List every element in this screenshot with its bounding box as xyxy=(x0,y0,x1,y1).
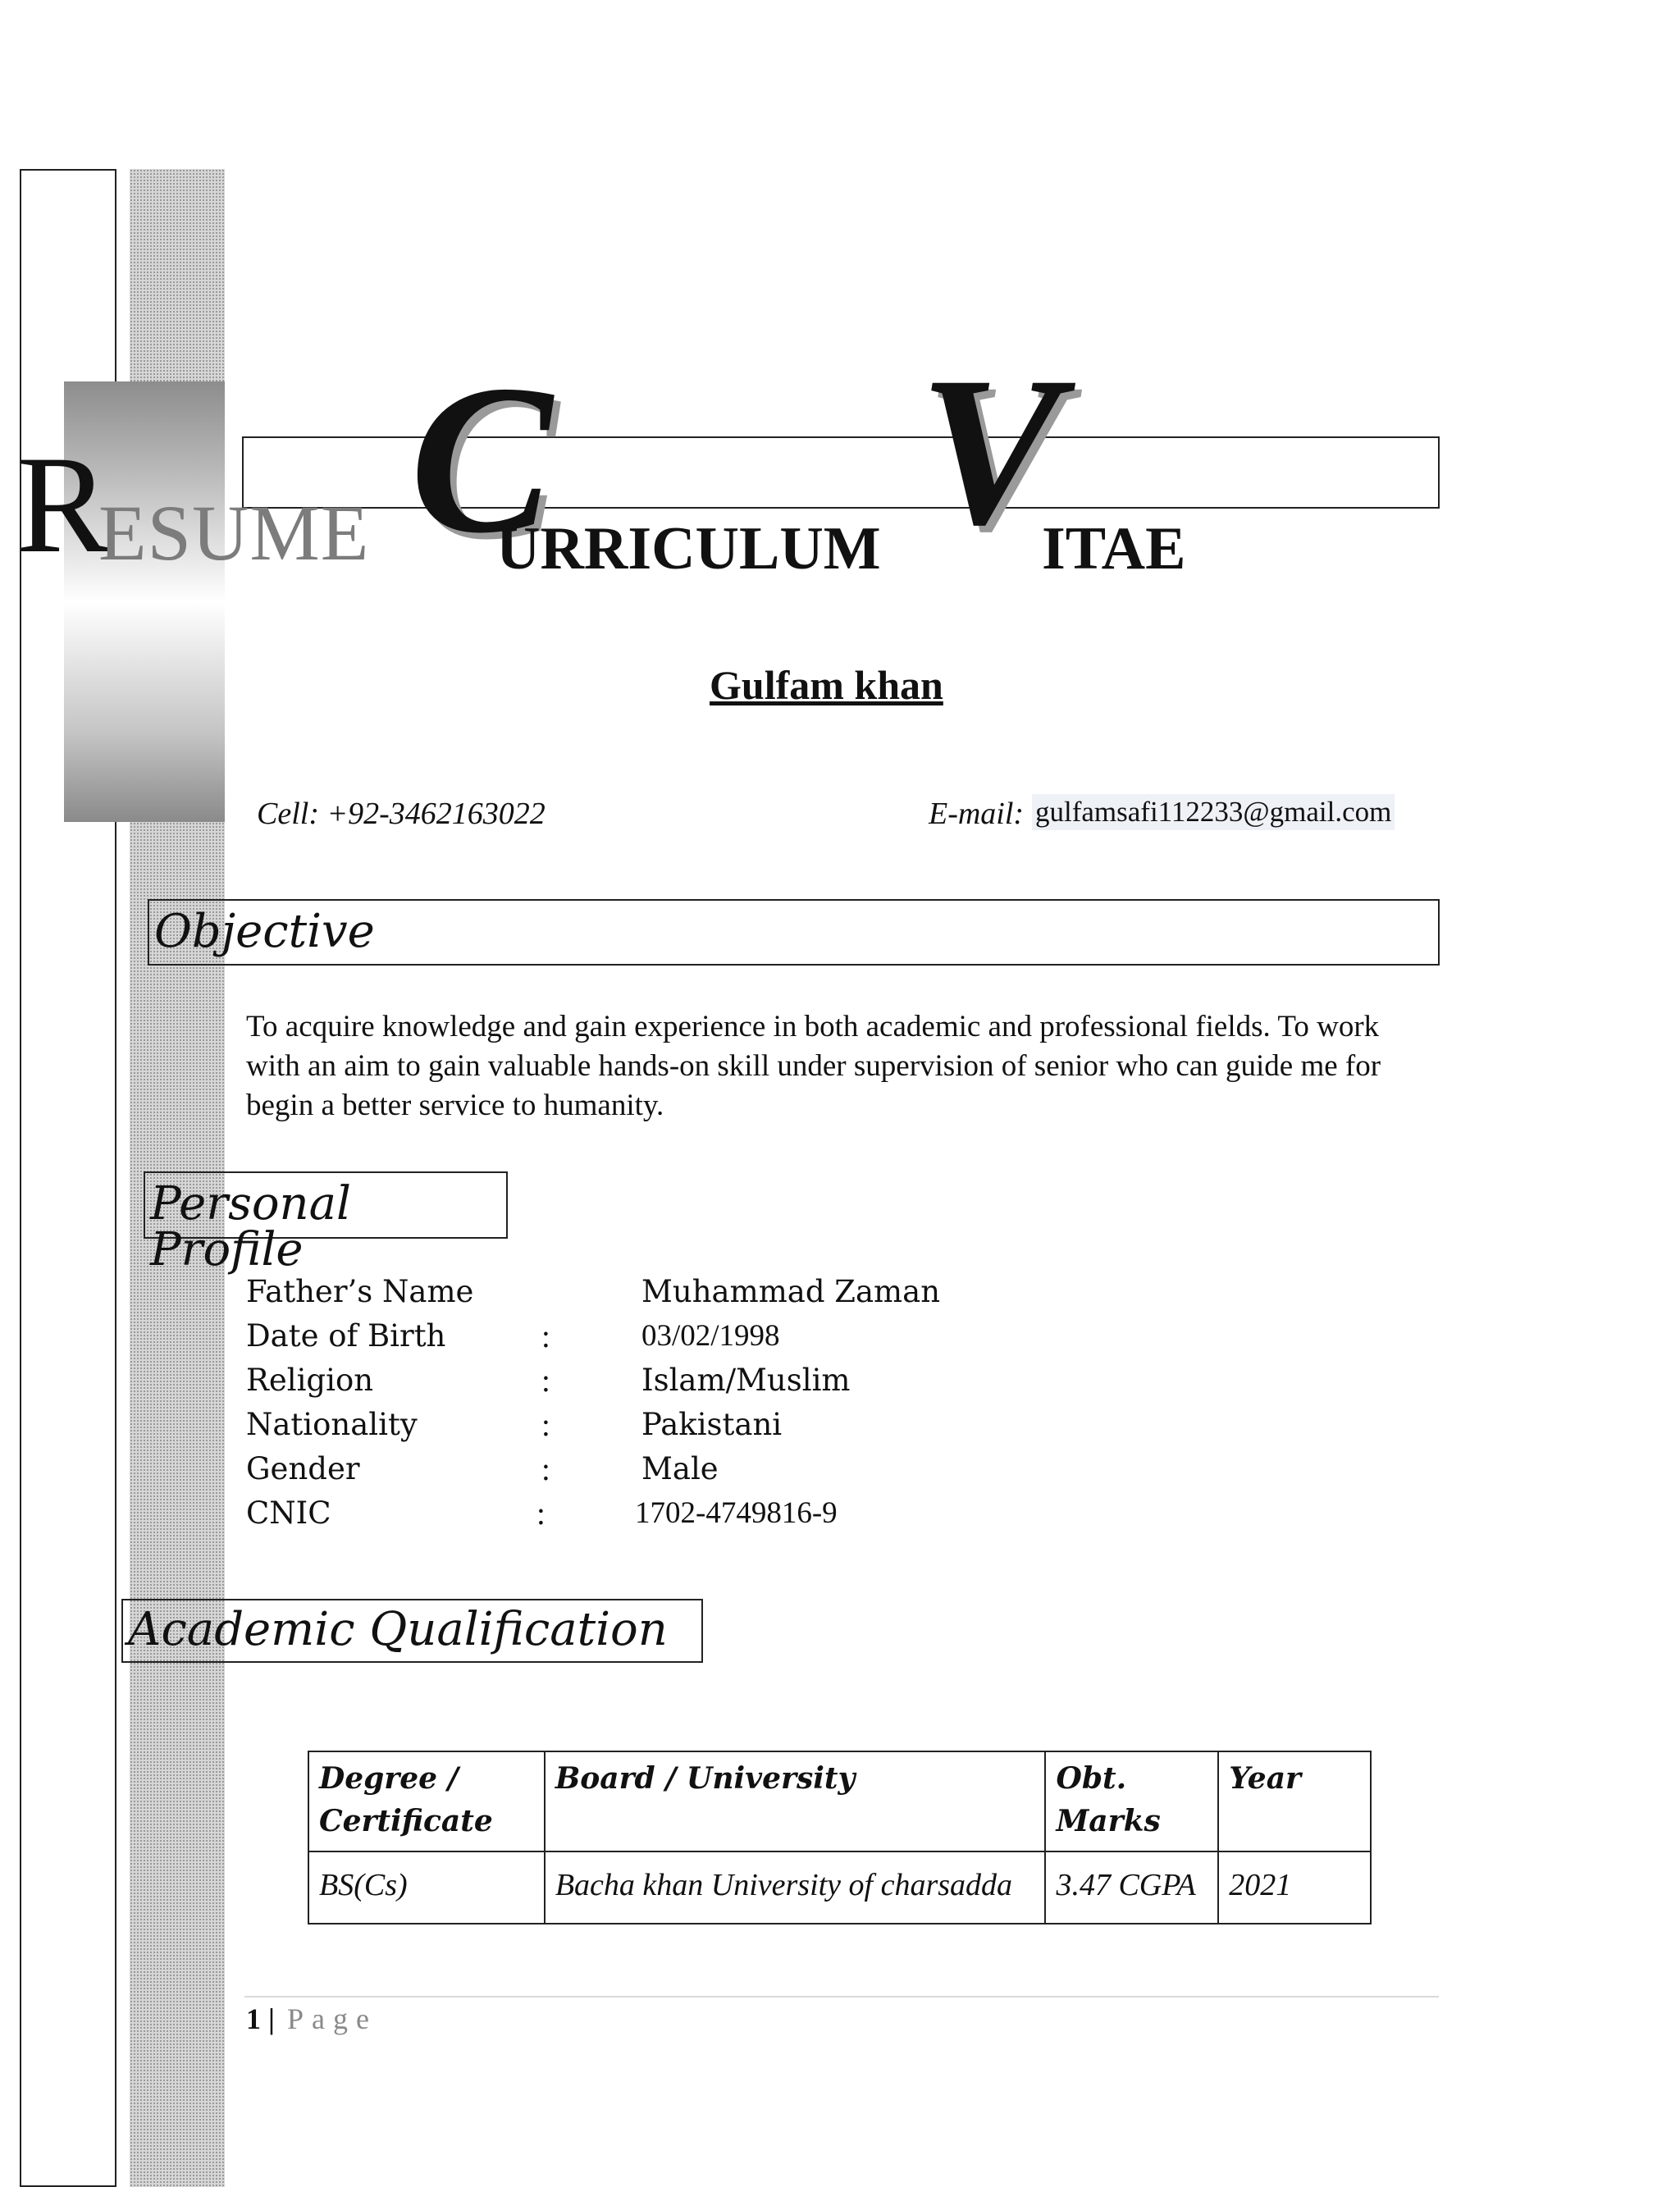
profile-value: Male xyxy=(641,1451,719,1486)
candidate-name: Gulfam khan xyxy=(710,662,943,708)
table-header-row xyxy=(308,1751,1371,1851)
section-heading-objective: Objective xyxy=(148,899,1440,966)
footer-divider xyxy=(244,1996,1439,1998)
section-heading-academic-qualification: Academic Qualification xyxy=(121,1599,703,1663)
page-footer xyxy=(246,2002,377,2036)
profile-value: 1702-4749816-9 xyxy=(635,1496,838,1530)
profile-label: CNIC xyxy=(246,1495,331,1531)
cv-word-urriculum: URRICULUM xyxy=(496,515,881,582)
footer-separator: | xyxy=(268,2002,275,2035)
profile-label: Nationality xyxy=(246,1407,418,1442)
profile-colon: : xyxy=(541,1408,550,1443)
table-header-cell: Degree / Certificate xyxy=(308,1751,545,1851)
profile-colon: : xyxy=(541,1363,550,1399)
table-row xyxy=(308,1851,1371,1924)
profile-value: 03/02/1998 xyxy=(641,1319,780,1353)
profile-label: Date of Birth xyxy=(246,1318,446,1354)
table-cell-year: 2021 xyxy=(1218,1851,1371,1924)
academic-qualification-table xyxy=(308,1751,1372,1924)
cv-letter-v: V xyxy=(919,333,1061,569)
cell-number: Cell: +92-3462163022 xyxy=(257,797,546,831)
profile-label: Father’s Name xyxy=(246,1274,474,1309)
profile-value: Islam/Muslim xyxy=(641,1363,851,1398)
profile-colon: : xyxy=(541,1319,550,1354)
email-link[interactable]: gulfamsafi112233@gmail.com xyxy=(1032,794,1395,830)
table-cell-marks: 3.47 CGPA xyxy=(1045,1851,1218,1924)
page-label: Page xyxy=(286,2002,377,2035)
section-heading-personal-profile: Personal Profile xyxy=(144,1171,508,1239)
page-number: 1 xyxy=(246,2002,261,2035)
table-cell-degree: BS(Cs) xyxy=(308,1851,545,1924)
table-header-cell: Year xyxy=(1218,1751,1371,1851)
resume-word: ESUME xyxy=(98,489,370,577)
table-header-cell: Obt. Marks xyxy=(1045,1751,1218,1851)
email-label: E-mail: xyxy=(929,797,1025,831)
resume-initial: R xyxy=(16,427,110,582)
cv-letter-c: C xyxy=(410,341,553,578)
profile-value: Pakistani xyxy=(641,1407,783,1442)
table-cell-board: Bacha khan University of charsadda xyxy=(545,1851,1046,1924)
profile-label: Gender xyxy=(246,1451,360,1486)
profile-colon: : xyxy=(536,1496,546,1532)
table-header-cell: Board / University xyxy=(545,1751,1046,1851)
profile-colon: : xyxy=(541,1452,550,1487)
cv-word-itae: ITAE xyxy=(1042,515,1186,582)
profile-label: Religion xyxy=(246,1363,374,1398)
profile-value: Muhammad Zaman xyxy=(641,1274,941,1309)
objective-paragraph: To acquire knowledge and gain experience in both academic and professional fields. To work with an aim to gain valuable hands-on skill under supervision of senior who can guide me for begin a better service to humanity. xyxy=(246,1010,1381,1122)
